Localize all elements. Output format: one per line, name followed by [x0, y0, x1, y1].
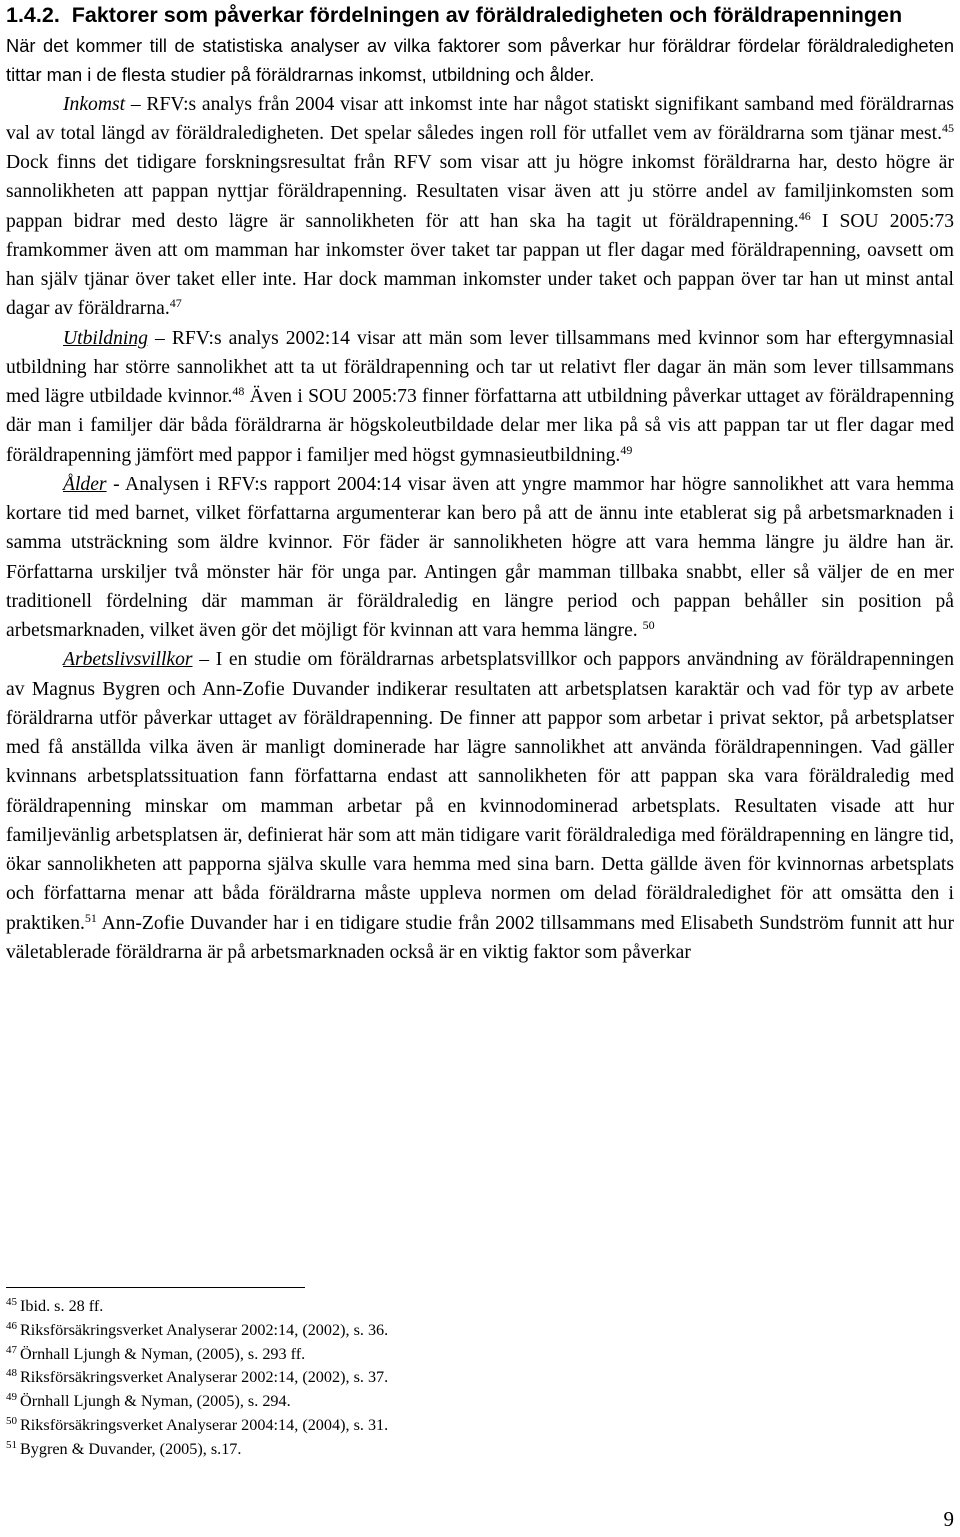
term-alder: Ålder	[63, 473, 107, 495]
text: Det spelar således ingen roll för utfallet vem av föräldrarna som tjänar mest.	[324, 122, 942, 144]
footnote	[6, 1438, 606, 1462]
paragraph-alder	[6, 470, 954, 646]
footnote-ref: 50	[642, 618, 655, 632]
text: Även i SOU 2005:73 finner författarna att utbildning påverkar uttaget av föräldrapenning där man i familjer där båda föräldrarna är högskoleutbildade delar mer lika på så vis att pappan tar ut fler dagar med föräldrapenning jämfört med pappor i familjer med högst gymnasieutbildning.	[6, 386, 954, 466]
text: I SOU 2005:73 framkommer även att om mamman har inkomster över taket tar pappan ut fler dagar med föräldrapenning, oavsett om han själv tjänar över taket eller inte. Har dock mamman inkomster under taket och pappan över tar han ut minst antal dagar av föräldrarna.	[6, 210, 954, 320]
paragraph-inkomst	[6, 90, 954, 324]
dash: –	[192, 649, 216, 671]
section-title: Faktorer som påverkar fördelningen av föräldraledigheten och föräldrapenningen	[71, 3, 903, 27]
footnote-text: Örnhall Ljungh & Nyman, (2005), s. 293 ff.	[20, 1344, 306, 1363]
footnote	[6, 1366, 606, 1390]
text: Dock finns det tidigare forskningsresultat från RFV som visar att ju högre inkomst föräldrarna har, desto högre är sannolikheten att pappan nyttjar föräldrapenning.	[6, 152, 954, 203]
footnote-number: 50	[6, 1414, 17, 1427]
text: RFV:s analys 2002:14 visar att män som lever tillsammans med kvinnor som har eftergymnasial utbildning har större sannolikhet att ta ut föräldrapenning och tar ut relativt fler dagar än män som lever tillsammans med lägre utbildade kvinnor.	[6, 327, 954, 407]
footnote-ref: 45	[942, 120, 954, 135]
dash: –	[147, 327, 172, 349]
dash: -	[106, 473, 126, 495]
footnotes	[6, 1295, 606, 1462]
footnote-number: 45	[6, 1296, 17, 1308]
footnote-text: Bygren & Duvander, (2005), s.17.	[20, 1439, 242, 1458]
term-inkomst: Inkomst	[63, 93, 126, 115]
footnote	[6, 1295, 606, 1319]
footnote-text: Riksförsäkringsverket Analyserar 2002:14, (2002), s. 37.	[20, 1368, 389, 1387]
section-number: 1.4.2.	[6, 3, 60, 27]
document-page	[6, 0, 954, 967]
paragraph-arbetslivsvillkor	[6, 645, 954, 967]
footnote-text: Riksförsäkringsverket Analyserar 2002:14, (2002), s. 36.	[20, 1320, 389, 1339]
footnote-separator	[6, 1287, 305, 1288]
footnote-ref: 47	[169, 296, 182, 311]
dash: –	[125, 93, 147, 115]
footnote-text: Ibid. s. 28 ff.	[20, 1297, 104, 1315]
intro-paragraph: När det kommer till de statistiska analyser av vilka faktorer som påverkar hur föräldrar fördelar föräldraledigheten tittar man i de flesta studier på föräldrarnas inkomst, utbildning och ålder.	[6, 35, 954, 86]
text: Ann-Zofie Duvander har i en tidigare studie från 2002 tillsammans med Elisabeth Sundström funnit att hur väletablerade föräldrarna är på arbetsmarknaden också är en viktig faktor som påverkar	[6, 912, 954, 963]
section-heading	[6, 0, 954, 31]
text: Resultaten visar även att ju större andel av familjinkomsten som pappan bidrar med desto lägre är sannolikheten för att han ska ha tagit ut föräldrapenning.	[6, 181, 954, 232]
paragraph-utbildning	[6, 324, 954, 470]
text: RFV:s analys från 2004 visar att inkomst inte har något statiskt signifikant samband med föräldrarnas val av total längd av föräldraledigheten.	[6, 93, 955, 144]
footnote	[6, 1390, 606, 1414]
footnote-number: 46	[6, 1319, 17, 1332]
footnote	[6, 1343, 606, 1367]
footnote-number: 47	[6, 1343, 17, 1356]
footnote-text: Riksförsäkringsverket Analyserar 2004:14, (2004), s. 31.	[20, 1415, 389, 1434]
footnote-ref: 46	[798, 208, 811, 223]
text: Analysen i RFV:s rapport 2004:14 visar även att yngre mammor har högre sannolikhet att vara hemma kortare tid med barnet, vilket författarna argumenterar kan bero på att de ännu inte etablerat sig på arbetsmarknaden i samma utsträckning som äldre kvinnor. För fäder är sannolikheten högre att vara hemma längre ju äldre han är. Författarna urskiljer två mönster här för unga par. Antingen går mamman tillbaka snabbt, eller så väljer de en mer traditionell fördelning där mamman är föräldraledig en längre period och pappan behåller sin position på arbetsmarknaden, vilket även gör det möjligt för kvinnan att vara hemma längre.	[6, 473, 954, 641]
footnote-ref: 51	[84, 910, 97, 925]
term-arbetslivsvillkor: Arbetslivsvillkor	[63, 649, 193, 671]
footnote-number: 49	[6, 1391, 17, 1404]
footnote-ref: 49	[620, 442, 633, 457]
footnote-ref: 48	[232, 384, 245, 398]
footnote-text: Örnhall Ljungh & Nyman, (2005), s. 294.	[20, 1392, 291, 1411]
footnote-number: 51	[6, 1438, 17, 1451]
footnote	[6, 1319, 606, 1343]
page-number: 9	[943, 1507, 954, 1531]
text: I en studie om föräldrarnas arbetsplatsvillkor och pappors användning av föräldrapenningen av Magnus Bygren och Ann-Zofie Duvander indikerar resultaten att arbetsplatsen karaktär och vad för typ av arbete föräldrarna utför påverkar uttaget av föräldrapenning. De finner att pappor som arbetar i privat sektor, på arbetsplatser med få anställda vilka även är manligt dominerade har lägre sannolikhet att använda föräldrapenningen. Vad gäller kvinnans arbetsplatssituation fann författarna endast att sannolikheten för att pappan ska vara föräldraledig med föräldrapenning minskar om mamman arbetar på en kvinnodominerad arbetsplats. Resultaten visade att hur familjevänlig arbetsplatsen är, definierat här som att män tidigare varit föräldralediga med föräldrapenning en längre tid, ökar sannolikheten att papporna själva skulle vara hemma med sina barn. Detta gällde även för kvinnornas arbetsplats och författarna menar att båda föräldrarna måste uppleva normen om delad föräldraledighet för att omsätta den i praktiken.	[6, 649, 955, 934]
term-utbildning: Utbildning	[63, 327, 148, 349]
footnote-number: 48	[6, 1367, 17, 1380]
footnote	[6, 1414, 606, 1438]
